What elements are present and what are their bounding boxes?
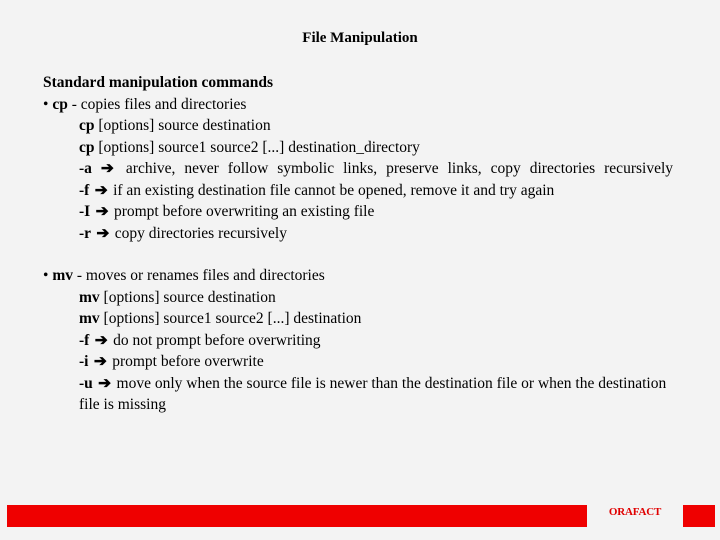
cp-option-r: -r ➔ copy directories recursively bbox=[43, 223, 673, 245]
footer-bar-left bbox=[7, 505, 587, 527]
mv-option-u: -u ➔ move only when the source file is newer than the destination file or when the destination file is missing bbox=[79, 374, 667, 413]
footer-bar-right bbox=[683, 505, 715, 527]
mv-usage-2: mv [options] source1 source2 [...] destination bbox=[79, 310, 362, 327]
arrow-right-icon: ➔ bbox=[96, 224, 110, 242]
cp-usage-2: cp [options] source1 source2 [...] destination_directory bbox=[79, 138, 420, 156]
section-heading: Standard manipulation commands bbox=[43, 74, 273, 91]
cp-command: cp bbox=[52, 95, 68, 113]
mv-command: mv bbox=[52, 267, 73, 284]
arrow-right-icon: ➔ bbox=[98, 374, 112, 392]
arrow-right-icon: ➔ bbox=[100, 160, 114, 177]
arrow-right-icon: ➔ bbox=[94, 181, 108, 199]
mv-bullet: • mv - moves or renames files and directories bbox=[43, 267, 325, 284]
mv-option-i: -i ➔ prompt before overwrite bbox=[43, 351, 673, 373]
cp-usage-1: cp [options] source destination bbox=[79, 117, 271, 134]
mv-usage-1: mv [options] source destination bbox=[79, 288, 276, 306]
cp-option-I: -I ➔ prompt before overwriting an existing file bbox=[43, 201, 673, 223]
slide-content bbox=[43, 72, 673, 416]
arrow-right-icon: ➔ bbox=[93, 353, 107, 370]
slide-title: File Manipulation bbox=[302, 30, 418, 46]
mv-option-f: -f ➔ do not prompt before overwriting bbox=[43, 330, 673, 352]
arrow-right-icon: ➔ bbox=[94, 331, 108, 349]
cp-bullet: • cp - copies files and directories bbox=[43, 95, 247, 113]
cp-option-f: -f ➔ if an existing destination file cannot be opened, remove it and try again bbox=[43, 180, 673, 202]
orafact-logo: ORAFACT bbox=[608, 506, 662, 518]
arrow-right-icon: ➔ bbox=[95, 203, 109, 220]
cp-option-a: -a ➔ archive, never follow symbolic links, preserve links, copy directories recursively bbox=[43, 158, 673, 180]
